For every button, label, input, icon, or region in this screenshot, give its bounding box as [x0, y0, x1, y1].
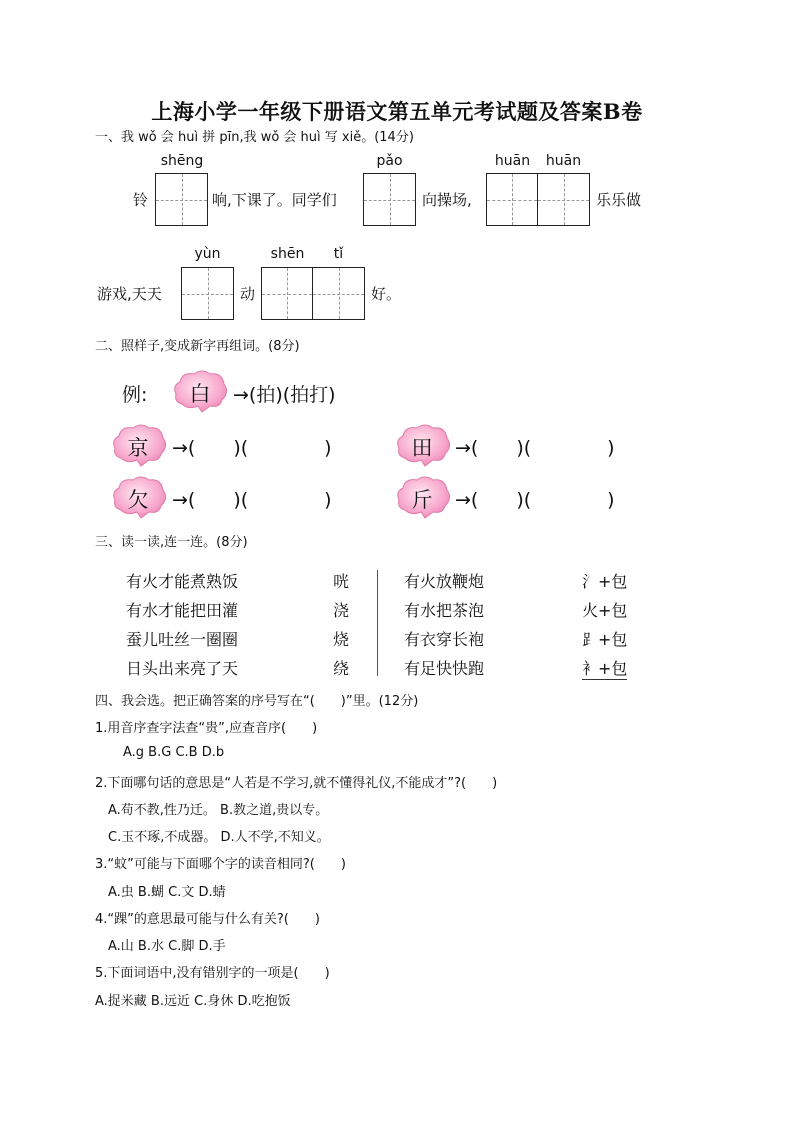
- item-answer-jing[interactable]: →( )( ): [172, 437, 332, 459]
- page-title: 上海小学一年级下册语文第五单元考试题及答案B卷: [151, 99, 643, 124]
- writing-grid-sheng[interactable]: [155, 173, 208, 226]
- right-phrase-3: 有衣穿长袍: [404, 630, 485, 649]
- left-phrase-4: 日头出来亮了天: [126, 659, 239, 678]
- example-label: 例:: [122, 384, 148, 406]
- line1-text-2: 响,下课了。同学们: [212, 191, 337, 209]
- item-answer-jin[interactable]: →( )( ): [455, 489, 615, 511]
- right-char-3[interactable]: ⻊+包: [582, 630, 628, 649]
- left-char-1[interactable]: 咣: [333, 572, 350, 591]
- section3-heading: 三、读一读,连一连。(8分): [95, 535, 248, 550]
- right-phrase-2: 有水把茶泡: [404, 601, 485, 620]
- writing-grid-yun[interactable]: [181, 267, 234, 320]
- line1-text-3: 向操场,: [422, 191, 472, 209]
- line2-text-2: 动: [240, 285, 256, 303]
- question-3-options: A.虫 B.蝴 C.文 D.蜻: [108, 885, 226, 900]
- question-2: 2.下面哪句话的意思是“人若是不学习,就不懂得礼仪,不能成才”?( ): [95, 776, 498, 791]
- pinyin-huan-1: huān: [494, 153, 531, 169]
- left-phrase-2: 有水才能把田灌: [126, 601, 239, 620]
- section2-heading: 二、照样子,变成新字再组词。(8分): [95, 339, 300, 354]
- pinyin-yun: yùn: [194, 246, 221, 262]
- line2-text-1: 游戏,天天: [97, 285, 162, 303]
- question-5-options: A.捉米藏 B.远近 C.身休 D.吃抱饭: [95, 994, 291, 1009]
- item-char-tian: 田: [411, 436, 433, 460]
- section4-heading: 四、我会选。把正确答案的序号写在“( )”里。(12分): [95, 694, 419, 709]
- left-char-3[interactable]: 烧: [333, 630, 350, 649]
- right-char-1[interactable]: 氵+包: [582, 572, 628, 591]
- left-phrase-1: 有火才能煮熟饭: [126, 572, 239, 591]
- question-4-options: A.山 B.水 C.脚 D.手: [108, 939, 226, 954]
- pinyin-huan-2: huān: [545, 153, 582, 169]
- left-char-2[interactable]: 浇: [333, 601, 350, 620]
- pinyin-ti: tǐ: [333, 246, 344, 262]
- right-char-2[interactable]: 火+包: [582, 601, 628, 620]
- item-char-jing: 京: [127, 436, 149, 460]
- item-answer-tian[interactable]: →( )( ): [455, 437, 615, 459]
- line1-text-1: 铃: [133, 191, 149, 209]
- item-char-qian: 欠: [127, 488, 149, 512]
- pinyin-sheng: shēng: [160, 153, 204, 169]
- example-char: 白: [189, 382, 211, 406]
- writing-grid-shenti[interactable]: [261, 267, 365, 320]
- pinyin-shen: shēn: [270, 246, 305, 262]
- writing-grid-pao[interactable]: [363, 173, 416, 226]
- question-5: 5.下面词语中,没有错别字的一项是( ): [95, 966, 330, 981]
- right-char-4[interactable]: 衤+包: [582, 656, 627, 680]
- right-phrase-1: 有火放鞭炮: [404, 572, 485, 591]
- question-2-options-2: C.玉不琢,不成器。 D.人不学,不知义。: [108, 830, 330, 845]
- question-1: 1.用音序查字法查“贵”,应查音序( ): [95, 721, 318, 736]
- question-4: 4.“踝”的意思最可能与什么有关?( ): [95, 912, 320, 927]
- question-2-options-1: A.苟不教,性乃迁。 B.教之道,贵以专。: [108, 803, 329, 818]
- question-3: 3.“蚊”可能与下面哪个字的读音相同?( ): [95, 857, 346, 872]
- right-phrase-4: 有足快快跑: [404, 659, 485, 678]
- writing-grid-huanhuan[interactable]: [486, 173, 590, 226]
- line1-text-4: 乐乐做: [596, 191, 642, 209]
- line2-text-3: 好。: [371, 285, 402, 303]
- question-1-options: A.g B.G C.B D.b: [123, 745, 225, 760]
- pinyin-pao: pǎo: [376, 153, 403, 169]
- example-answer: →(拍)(拍打): [233, 384, 336, 406]
- column-divider: [377, 570, 378, 676]
- item-answer-qian[interactable]: →( )( ): [172, 489, 332, 511]
- item-char-jin: 斤: [411, 488, 433, 512]
- left-char-4[interactable]: 绕: [333, 659, 350, 678]
- section1-heading: 一、我 wǒ 会 huì 拼 pīn,我 wǒ 会 huì 写 xiě。(14分): [95, 130, 414, 145]
- left-phrase-3: 蚕儿吐丝一圈圈: [126, 630, 239, 649]
